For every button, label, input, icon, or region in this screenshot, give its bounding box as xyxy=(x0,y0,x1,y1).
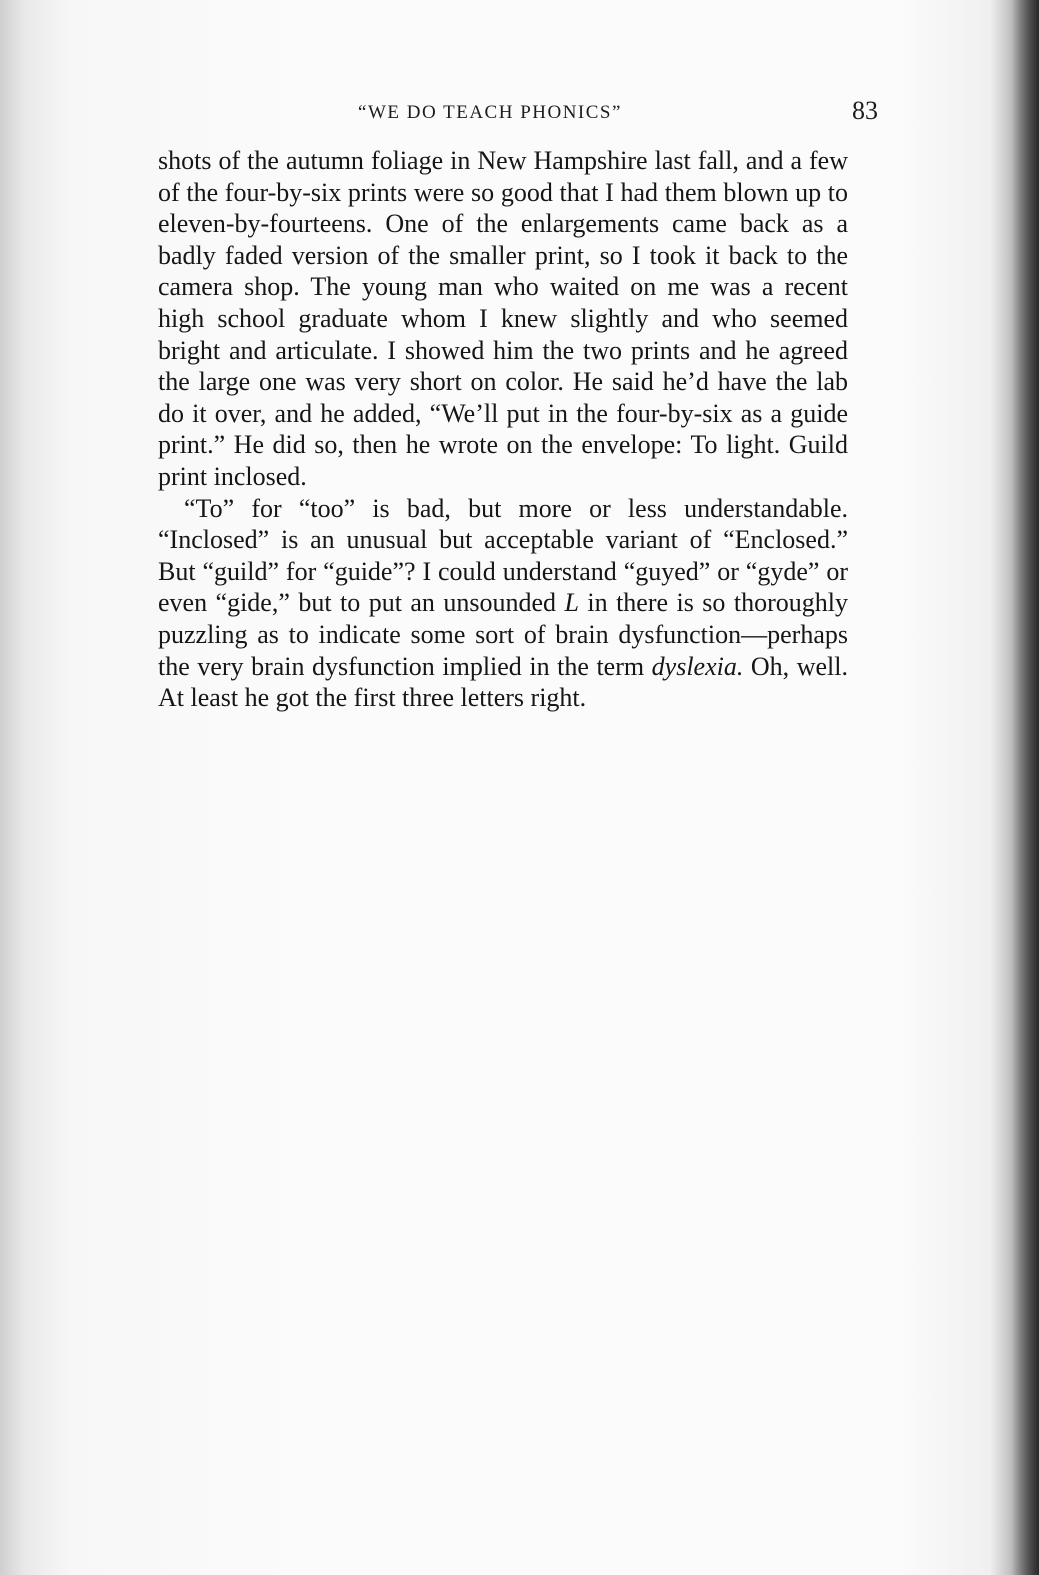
paragraph-2-part-1: “To” for “too” is bad, but more or less understandable. “Inclosed” is an unusual but acceptable variant of “Enclosed.” But “guild” for “guide”? I could understand “guyed” or “gyde” or even “gide,” but to put an unsounded xyxy=(158,493,848,618)
italic-term: dyslexia. xyxy=(651,651,744,681)
spine-shadow xyxy=(1011,0,1039,1575)
page-number: 83 xyxy=(852,96,878,125)
running-head xyxy=(160,98,878,130)
paragraph-2-part-2: in there is so thoroughly puzzling as to indicate some sort of brain dysfunction—perhaps the very brain dysfunction implied in the term xyxy=(158,588,848,681)
body-text xyxy=(158,145,848,714)
running-title: “WE DO TEACH PHONICS” xyxy=(358,102,622,123)
paragraph-2-part-3: Oh, well. At least he got the first three letters right. xyxy=(158,651,848,713)
paragraph-2 xyxy=(158,493,848,714)
italic-letter: L xyxy=(564,588,579,618)
paragraph-1: shots of the autumn foliage in New Hampshire last fall, and a few of the four-by-six prints were so good that I had them blown up to eleven-by-fourteens. One of the enlargements came back as a badly faded version of the smaller print, so I took it back to the camera shop. The young man who waited on me was a recent high school graduate whom I knew slightly and who seemed bright and articulate. I showed him the two prints and he agreed the large one was very short on color. He said he’d have the lab do it over, and he added, “We’ll put in the four-by-six as a guide print.” He did so, then he wrote on the envelope: To light. Guild print inclosed. xyxy=(158,146,848,491)
